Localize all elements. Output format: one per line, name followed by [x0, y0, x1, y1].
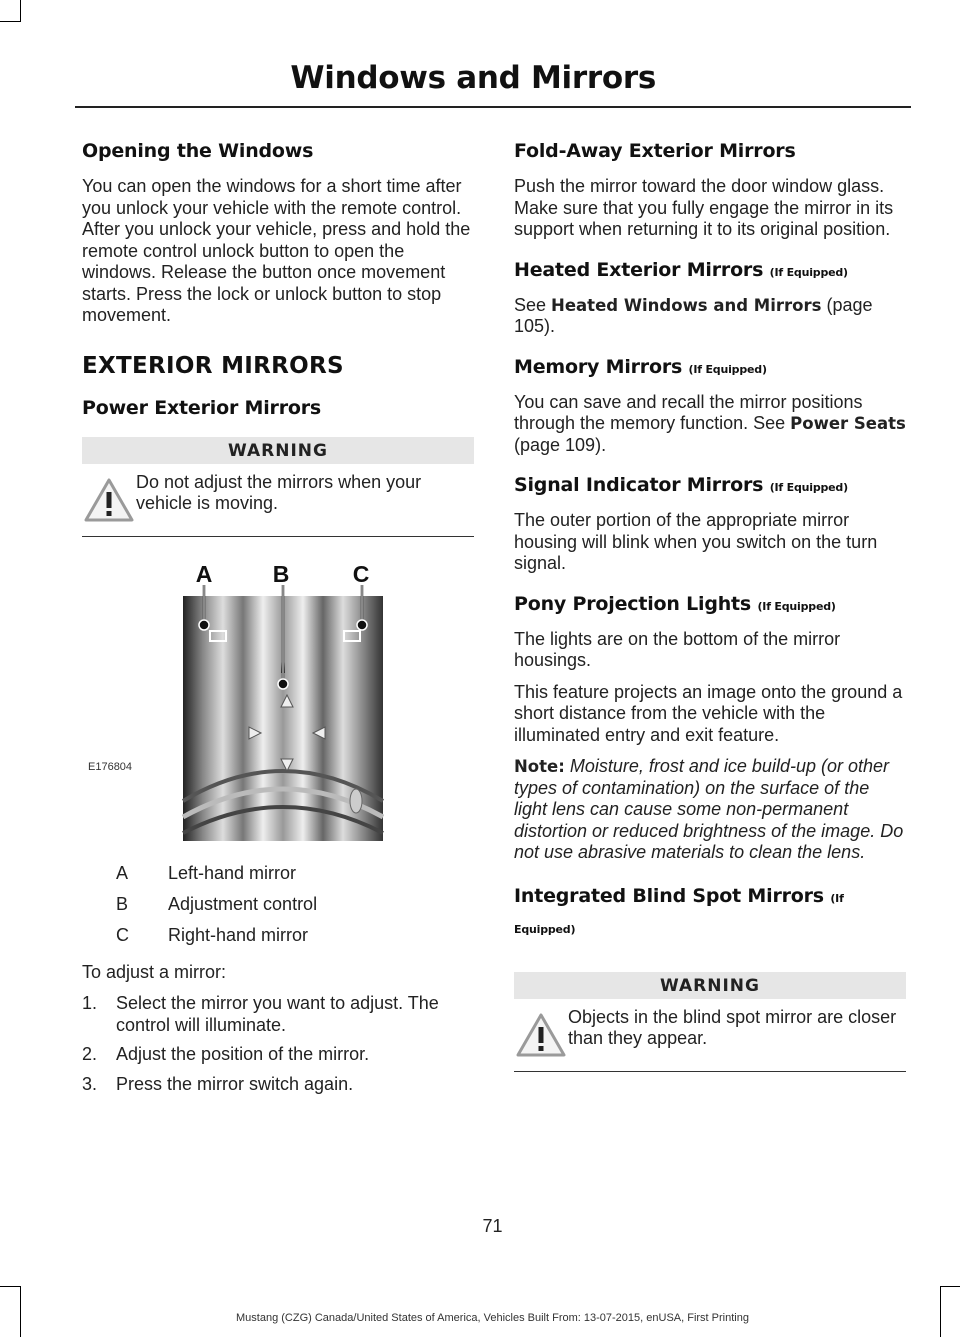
callout-c: C — [352, 560, 370, 587]
figure-id: E176804 — [88, 760, 133, 773]
page-number: 71 — [482, 1216, 503, 1236]
warning-text: Objects in the blind spot mirror are closer than they appear. — [568, 1006, 897, 1048]
paragraph-pony-1: The lights are on the bottom of the mirror housings. — [514, 628, 841, 670]
legend-key: A — [116, 862, 129, 883]
heading-pony-text: Pony Projection Lights — [514, 592, 752, 615]
page-header-title: Windows and Mirrors — [290, 60, 656, 96]
warning-body — [82, 464, 474, 537]
heading-signal-mirrors — [514, 474, 906, 496]
page-footer: Mustang (CZG) Canada/United States of America, Vehicles Built From: 13-07-2015, enUSA, First Printing — [236, 1312, 749, 1324]
figure-legend — [82, 863, 474, 946]
heading-blind-spot-mirrors — [514, 882, 906, 944]
warning-body — [514, 999, 906, 1072]
heading-signal-text: Signal Indicator Mirrors — [514, 474, 764, 496]
warning-heading: WARNING — [514, 972, 906, 999]
heated-see: See — [514, 294, 547, 315]
adjust-steps — [82, 993, 474, 1095]
heading-exterior-mirrors: EXTERIOR MIRRORS — [82, 352, 344, 379]
note-paragraph — [514, 756, 906, 864]
legend-label: Adjustment control — [168, 893, 318, 914]
left-column — [82, 140, 474, 1103]
step-number: 2. — [82, 1044, 98, 1064]
if-equipped-label: (If Equipped) — [769, 265, 848, 279]
power-seats-link[interactable]: Power Seats — [790, 414, 906, 433]
memory-page-ref: (page 109). — [514, 434, 607, 455]
paragraph-signal: The outer portion of the appropriate mirror housing will blink when you switch on the turn signal. — [514, 510, 878, 573]
legend-row — [82, 863, 474, 884]
step-item — [82, 1044, 474, 1066]
heading-fold-away-mirrors: Fold-Away Exterior Mirrors — [514, 140, 796, 162]
step-text: Adjust the position of the mirror. — [116, 1044, 370, 1064]
memory-text: You can save and recall the mirror positions through the memory function. See — [514, 391, 863, 433]
paragraph-opening-windows: You can open the windows for a short time after you unlock your vehicle with the remote control. After you unlock your vehicle, press and hold the remote control unlock button to open the windows. Release the button once movement starts. Press the lock or unlock button to stop movement. — [82, 176, 471, 325]
warning-box-mirrors-moving — [82, 437, 474, 537]
step-text: Press the mirror switch again. — [116, 1073, 354, 1094]
note-label: Note: — [514, 757, 565, 776]
if-equipped-label: (If Equipped) — [757, 599, 836, 613]
legend-key: C — [116, 924, 129, 945]
callout-a: A — [195, 560, 213, 587]
heading-heated-text: Heated Exterior Mirrors — [514, 258, 764, 281]
crop-mark-bottom-right-h — [940, 1286, 960, 1287]
step-item — [82, 993, 474, 1036]
step-number: 1. — [82, 993, 98, 1013]
legend-row — [82, 894, 474, 915]
header-rule — [75, 106, 911, 108]
heading-pony-lights — [514, 593, 906, 615]
warning-text: Do not adjust the mirrors when your vehicle is moving. — [136, 471, 422, 513]
paragraph-pony-2: This feature projects an image onto the ground a short distance from the vehicle with the illuminated entry and exit feature. — [514, 681, 903, 745]
paragraph-heated — [514, 295, 906, 338]
crop-mark-top-left-h — [0, 21, 21, 22]
heading-memory-mirrors — [514, 356, 906, 378]
legend-row — [82, 925, 474, 946]
paragraph-fold-away: Push the mirror toward the door window glass. Make sure that you fully engage the mirror in its support when returning it to its original position. — [514, 176, 894, 239]
mirror-control-figure — [82, 561, 474, 851]
heated-windows-link[interactable]: Heated Windows and Mirrors — [551, 295, 822, 315]
step-number: 3. — [82, 1073, 98, 1094]
heading-memory-text: Memory Mirrors — [514, 355, 683, 378]
crop-mark-top-left — [20, 0, 21, 22]
if-equipped-label: (If Equipped) — [688, 362, 767, 376]
heading-opening-windows: Opening the Windows — [82, 140, 314, 162]
step-text: Select the mirror you want to adjust. The control will illuminate. — [116, 993, 439, 1035]
if-equipped-close: Equipped) — [514, 922, 576, 936]
warning-triangle-icon — [82, 476, 136, 524]
heading-power-exterior-mirrors: Power Exterior Mirrors — [82, 396, 322, 419]
paragraph-memory — [514, 392, 906, 457]
heading-blind-text: Integrated Blind Spot Mirrors — [514, 884, 824, 907]
legend-label: Right-hand mirror — [168, 924, 309, 945]
warning-heading: WARNING — [82, 437, 474, 464]
step-item — [82, 1074, 474, 1096]
legend-label: Left-hand mirror — [168, 862, 297, 883]
mirror-control-illustration — [82, 561, 474, 851]
legend-key: B — [116, 893, 129, 914]
warning-box-blind-spot — [514, 972, 906, 1072]
warning-triangle-icon — [514, 1011, 568, 1059]
heated-page-ref: (page 105). — [514, 294, 873, 336]
heading-heated-mirrors — [514, 259, 906, 281]
adjust-intro: To adjust a mirror: — [82, 961, 227, 982]
if-equipped-label: (If Equipped) — [769, 481, 848, 494]
if-equipped-open: (If — [830, 891, 844, 905]
callout-b: B — [272, 560, 290, 587]
crop-mark-bottom-left-h — [0, 1286, 21, 1287]
right-column — [514, 140, 906, 1096]
note-text: Moisture, frost and ice build-up (or other types of contamination) on the surface of the light lens can cause some non-permanent distortion or reduced brightness of the image. Do not use abrasive materials to clean the lens. — [514, 756, 904, 862]
